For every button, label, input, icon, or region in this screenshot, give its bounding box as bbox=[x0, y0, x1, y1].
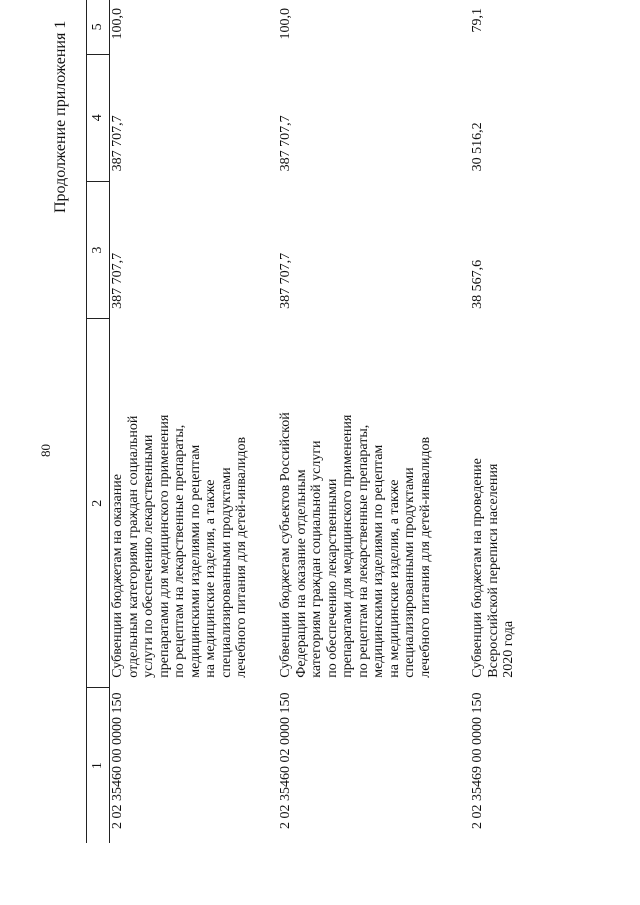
description-line: Всероссийской переписи населения bbox=[485, 463, 501, 678]
row-description bbox=[278, 319, 470, 688]
description-line: по обеспечению лекарственными bbox=[324, 478, 340, 678]
description-line: лечебного питания для детей-инвалидов bbox=[234, 436, 249, 678]
table-row bbox=[278, 0, 470, 843]
description-line: специализированными продуктами bbox=[218, 467, 234, 678]
description-line: категориям граждан социальной услуги bbox=[309, 440, 324, 678]
row-col5-value: 100,0 bbox=[110, 8, 125, 40]
row-code: 2 02 35460 00 0000 150 bbox=[110, 692, 125, 829]
description-line: лечебного питания для детей-инвалидов bbox=[417, 436, 433, 678]
row-col5-value: 100,0 bbox=[278, 8, 293, 40]
description-line: по рецептам на лекарственные препараты, bbox=[355, 424, 371, 678]
table-row bbox=[470, 0, 550, 843]
budget-table bbox=[86, 0, 550, 843]
description-line: препаратами для медицинского применения bbox=[156, 414, 172, 678]
description-line: Субвенции бюджетам субъектов Российской bbox=[278, 412, 293, 678]
page-number: 80 bbox=[38, 444, 53, 457]
description-line: Субвенции бюджетам на оказание bbox=[110, 474, 125, 678]
header-col-3: 3 bbox=[87, 181, 110, 318]
description-line: Субвенции бюджетам на проведение bbox=[470, 458, 485, 678]
row-col4-value: 387 707,7 bbox=[278, 115, 293, 172]
row-code: 2 02 35469 00 0000 150 bbox=[470, 692, 485, 829]
row-col3-value: 387 707,7 bbox=[110, 252, 125, 309]
description-line: по рецептам на лекарственные препараты, bbox=[172, 424, 187, 678]
table-row bbox=[110, 0, 279, 843]
row-col3-value: 387 707,7 bbox=[278, 252, 293, 309]
description-line: услуги по обеспечению лекарственными bbox=[141, 434, 156, 678]
description-line: препаратами для медицинского применения bbox=[340, 414, 355, 678]
row-col5-value: 79,1 bbox=[470, 8, 485, 33]
description-line: 2020 года bbox=[501, 620, 516, 678]
header-col-2: 2 bbox=[87, 319, 110, 688]
header-col-5: 5 bbox=[87, 0, 110, 54]
description-line: медицинскими изделиями по рецептам bbox=[187, 444, 203, 678]
header-col-4: 4 bbox=[87, 54, 110, 181]
row-description bbox=[470, 319, 550, 688]
row-col4-value: 387 707,7 bbox=[110, 115, 125, 172]
row-code: 2 02 35460 02 0000 150 bbox=[278, 692, 293, 829]
row-col3-value: 38 567,6 bbox=[470, 259, 485, 309]
row-description bbox=[110, 319, 279, 688]
table-header-row bbox=[87, 0, 110, 843]
header-col-1: 1 bbox=[87, 688, 110, 843]
description-line: специализированными продуктами bbox=[402, 467, 417, 678]
description-line: на медицинские изделия, а также bbox=[203, 479, 218, 678]
description-line: медицинскими изделиями по рецептам bbox=[371, 444, 386, 678]
description-line: отдельным категориям граждан социальной bbox=[125, 415, 141, 678]
row-col4-value: 30 516,2 bbox=[470, 122, 485, 172]
description-line: Федерации на оказание отдельным bbox=[293, 469, 309, 678]
description-line: на медицинские изделия, а также bbox=[386, 479, 402, 678]
continuation-label: Продолжение приложения 1 bbox=[52, 20, 69, 213]
